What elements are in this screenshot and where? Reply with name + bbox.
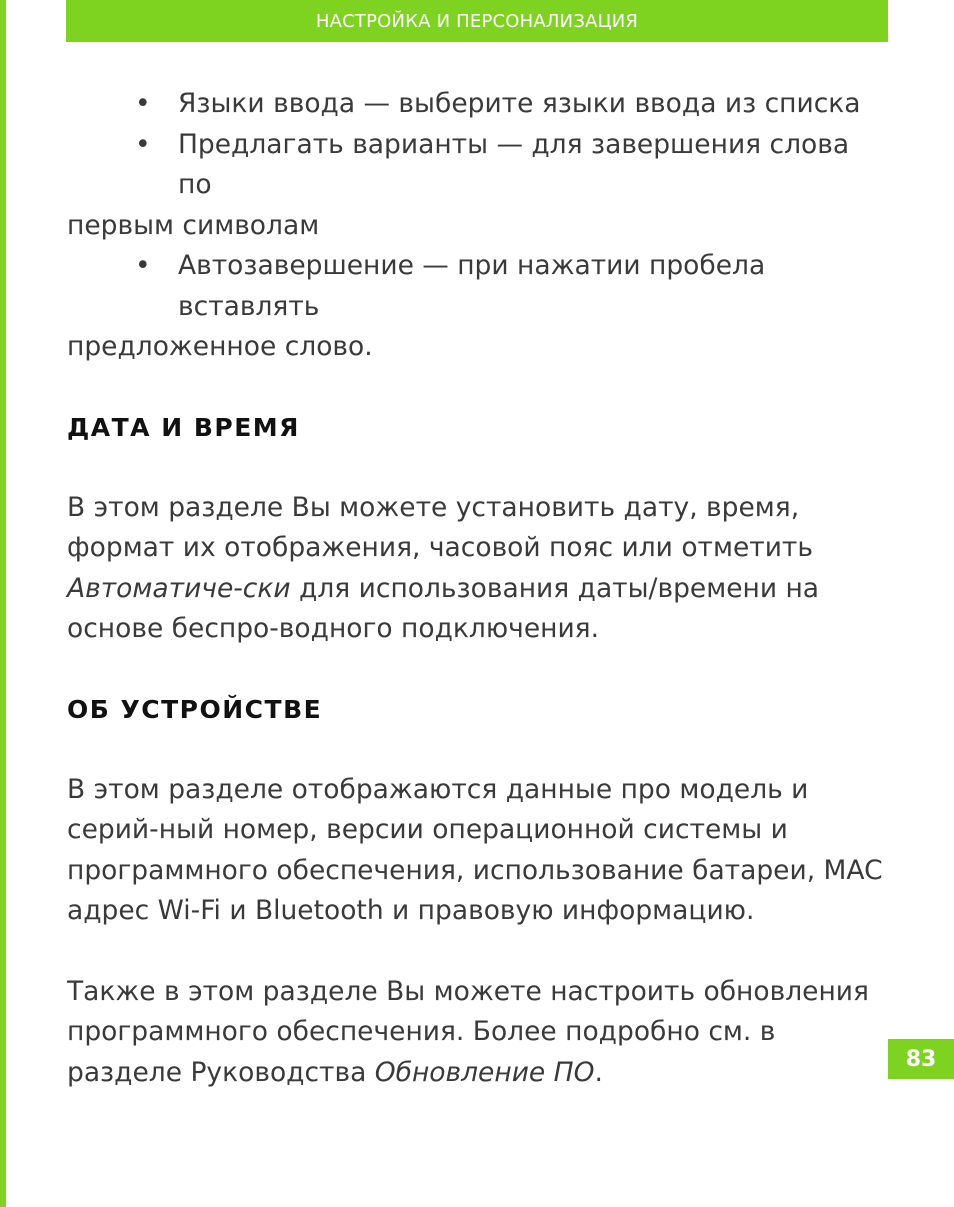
about-paragraph-1: В этом разделе отображаются данные про модель и серий-ный номер, версии операционной системы и программного обеспечения, использование батареи, MAC адрес Wi-Fi и Bluetooth и правовую информацию. (67, 773, 883, 926)
bullet-text: Языки ввода — выберите языки ввода из списка (178, 88, 861, 119)
page-content (67, 84, 889, 1093)
about-paragraph-2 (67, 972, 889, 1094)
page-number-badge (888, 1039, 954, 1079)
bullet-text: Предлагать варианты — для завершения слова по (178, 128, 850, 200)
datetime-text-start: В этом разделе Вы можете установить дату, время, формат их отображения, часовой пояс или отметить (67, 491, 813, 563)
bullet-text-continuation: первым символам (67, 209, 320, 241)
bullet-text: Автозавершение — при нажатии пробела вставлять (178, 250, 766, 322)
datetime-text-end: для использования даты/времени на основе беспро-водного подключения. (67, 572, 820, 644)
about-paragraph-2-start: Также в этом разделе Вы можете настроить обновления программного обеспечения. Более подробно см. в разделе Руководства (67, 975, 869, 1088)
left-accent-rule (0, 0, 6, 1207)
bullet-icon: • (135, 88, 151, 119)
section-header (66, 0, 888, 42)
section-header-title: НАСТРОЙКА И ПЕРСОНАЛИЗАЦИЯ (315, 10, 639, 32)
about-paragraph-2-italic: Обновление ПО (374, 1056, 595, 1088)
bullet-icon: • (135, 250, 151, 281)
datetime-text-italic: Автоматиче-ски (67, 572, 291, 604)
list-item (67, 246, 889, 368)
bullet-icon: • (135, 128, 151, 160)
datetime-paragraph (67, 488, 889, 650)
page-number: 83 (905, 1046, 937, 1072)
about-heading: ОБ УСТРОЙСТВЕ (67, 694, 323, 724)
list-item (67, 84, 889, 125)
bullet-text-continuation: предложенное слово. (67, 331, 373, 362)
datetime-heading: ДАТА И ВРЕМЯ (67, 412, 300, 442)
about-paragraph-2-end: . (594, 1056, 603, 1088)
list-item (67, 125, 889, 247)
